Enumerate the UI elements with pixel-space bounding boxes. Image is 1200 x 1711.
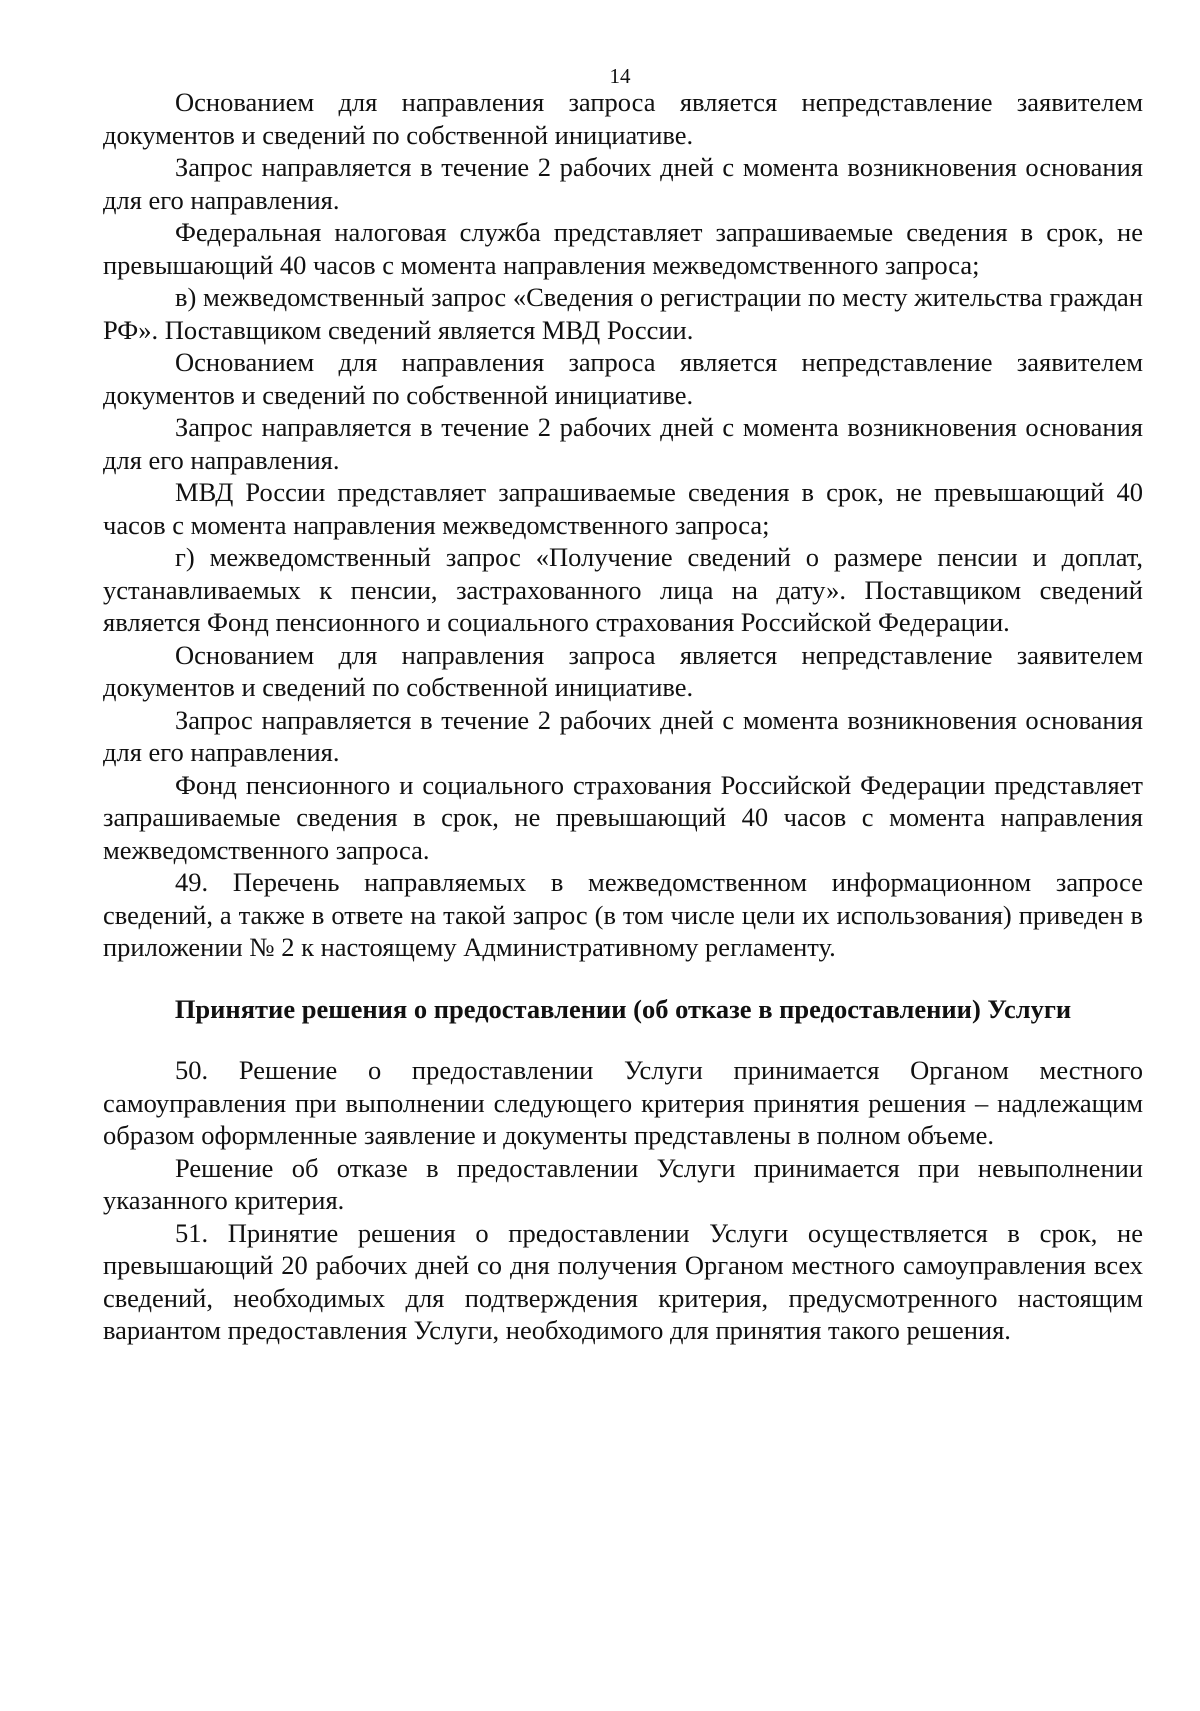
paragraph: Решение об отказе в предоставлении Услуги принимается при невыполнении указанного критерия. xyxy=(103,1152,1143,1215)
paragraph: Запрос направляется в течение 2 рабочих дней с момента возникновения основания для его направления. xyxy=(103,152,1143,215)
section-heading: Принятие решения о предоставлении (об отказе в предоставлении) Услуги xyxy=(174,993,1072,1024)
page-number: 14 xyxy=(609,64,631,88)
paragraph: г) межведомственный запрос «Получение сведений о размере пенсии и доплат, устанавливаемых к пенсии, застрахованного лица на дату». Поставщиком сведений является Фонд пенсионного и социального страхования Российской Федерации. xyxy=(103,542,1143,637)
paragraph: Основанием для направления запроса является непредставление заявителем документов и сведений по собственной инициативе. xyxy=(103,639,1143,702)
paragraph: в) межведомственный запрос «Сведения о регистрации по месту жительства граждан РФ». Поставщиком сведений является МВД России. xyxy=(103,282,1143,345)
paragraph: Основанием для направления запроса является непредставление заявителем документов и сведений по собственной инициативе. xyxy=(103,87,1143,150)
paragraph: Запрос направляется в течение 2 рабочих дней с момента возникновения основания для его направления. xyxy=(103,704,1143,767)
paragraph: МВД России представляет запрашиваемые сведения в срок, не превышающий 40 часов с момента направления межведомственного запроса; xyxy=(103,477,1143,540)
document-body xyxy=(103,86,1143,1347)
paragraph: 51. Принятие решения о предоставлении Услуги осуществляется в срок, не превышающий 20 рабочих дней со дня получения Органом местного самоуправления всех сведений, необходимых для подтверждения критерия, предусмотренного настоящим вариантом предоставления Услуги, необходимого для принятия такого решения. xyxy=(103,1217,1143,1345)
paragraph: Основанием для направления запроса является непредставление заявителем документов и сведений по собственной инициативе. xyxy=(103,347,1143,410)
paragraph: 50. Решение о предоставлении Услуги принимается Органом местного самоуправления при выполнении следующего критерия принятия решения – надлежащим образом оформленные заявление и документы представлены в полном объеме. xyxy=(103,1055,1143,1150)
paragraph: Запрос направляется в течение 2 рабочих дней с момента возникновения основания для его направления. xyxy=(103,412,1143,475)
paragraph: 49. Перечень направляемых в межведомственном информационном запросе сведений, а также в ответе на такой запрос (в том числе цели их использования) приведен в приложении № 2 к настоящему Административному регламенту. xyxy=(103,867,1143,962)
paragraph: Фонд пенсионного и социального страхования Российской Федерации представляет запрашиваемые сведения в срок, не превышающий 40 часов с момента направления межведомственного запроса. xyxy=(103,769,1143,865)
paragraph: Федеральная налоговая служба представляет запрашиваемые сведения в срок, не превышающий 40 часов с момента направления межведомственного запроса; xyxy=(103,217,1143,280)
